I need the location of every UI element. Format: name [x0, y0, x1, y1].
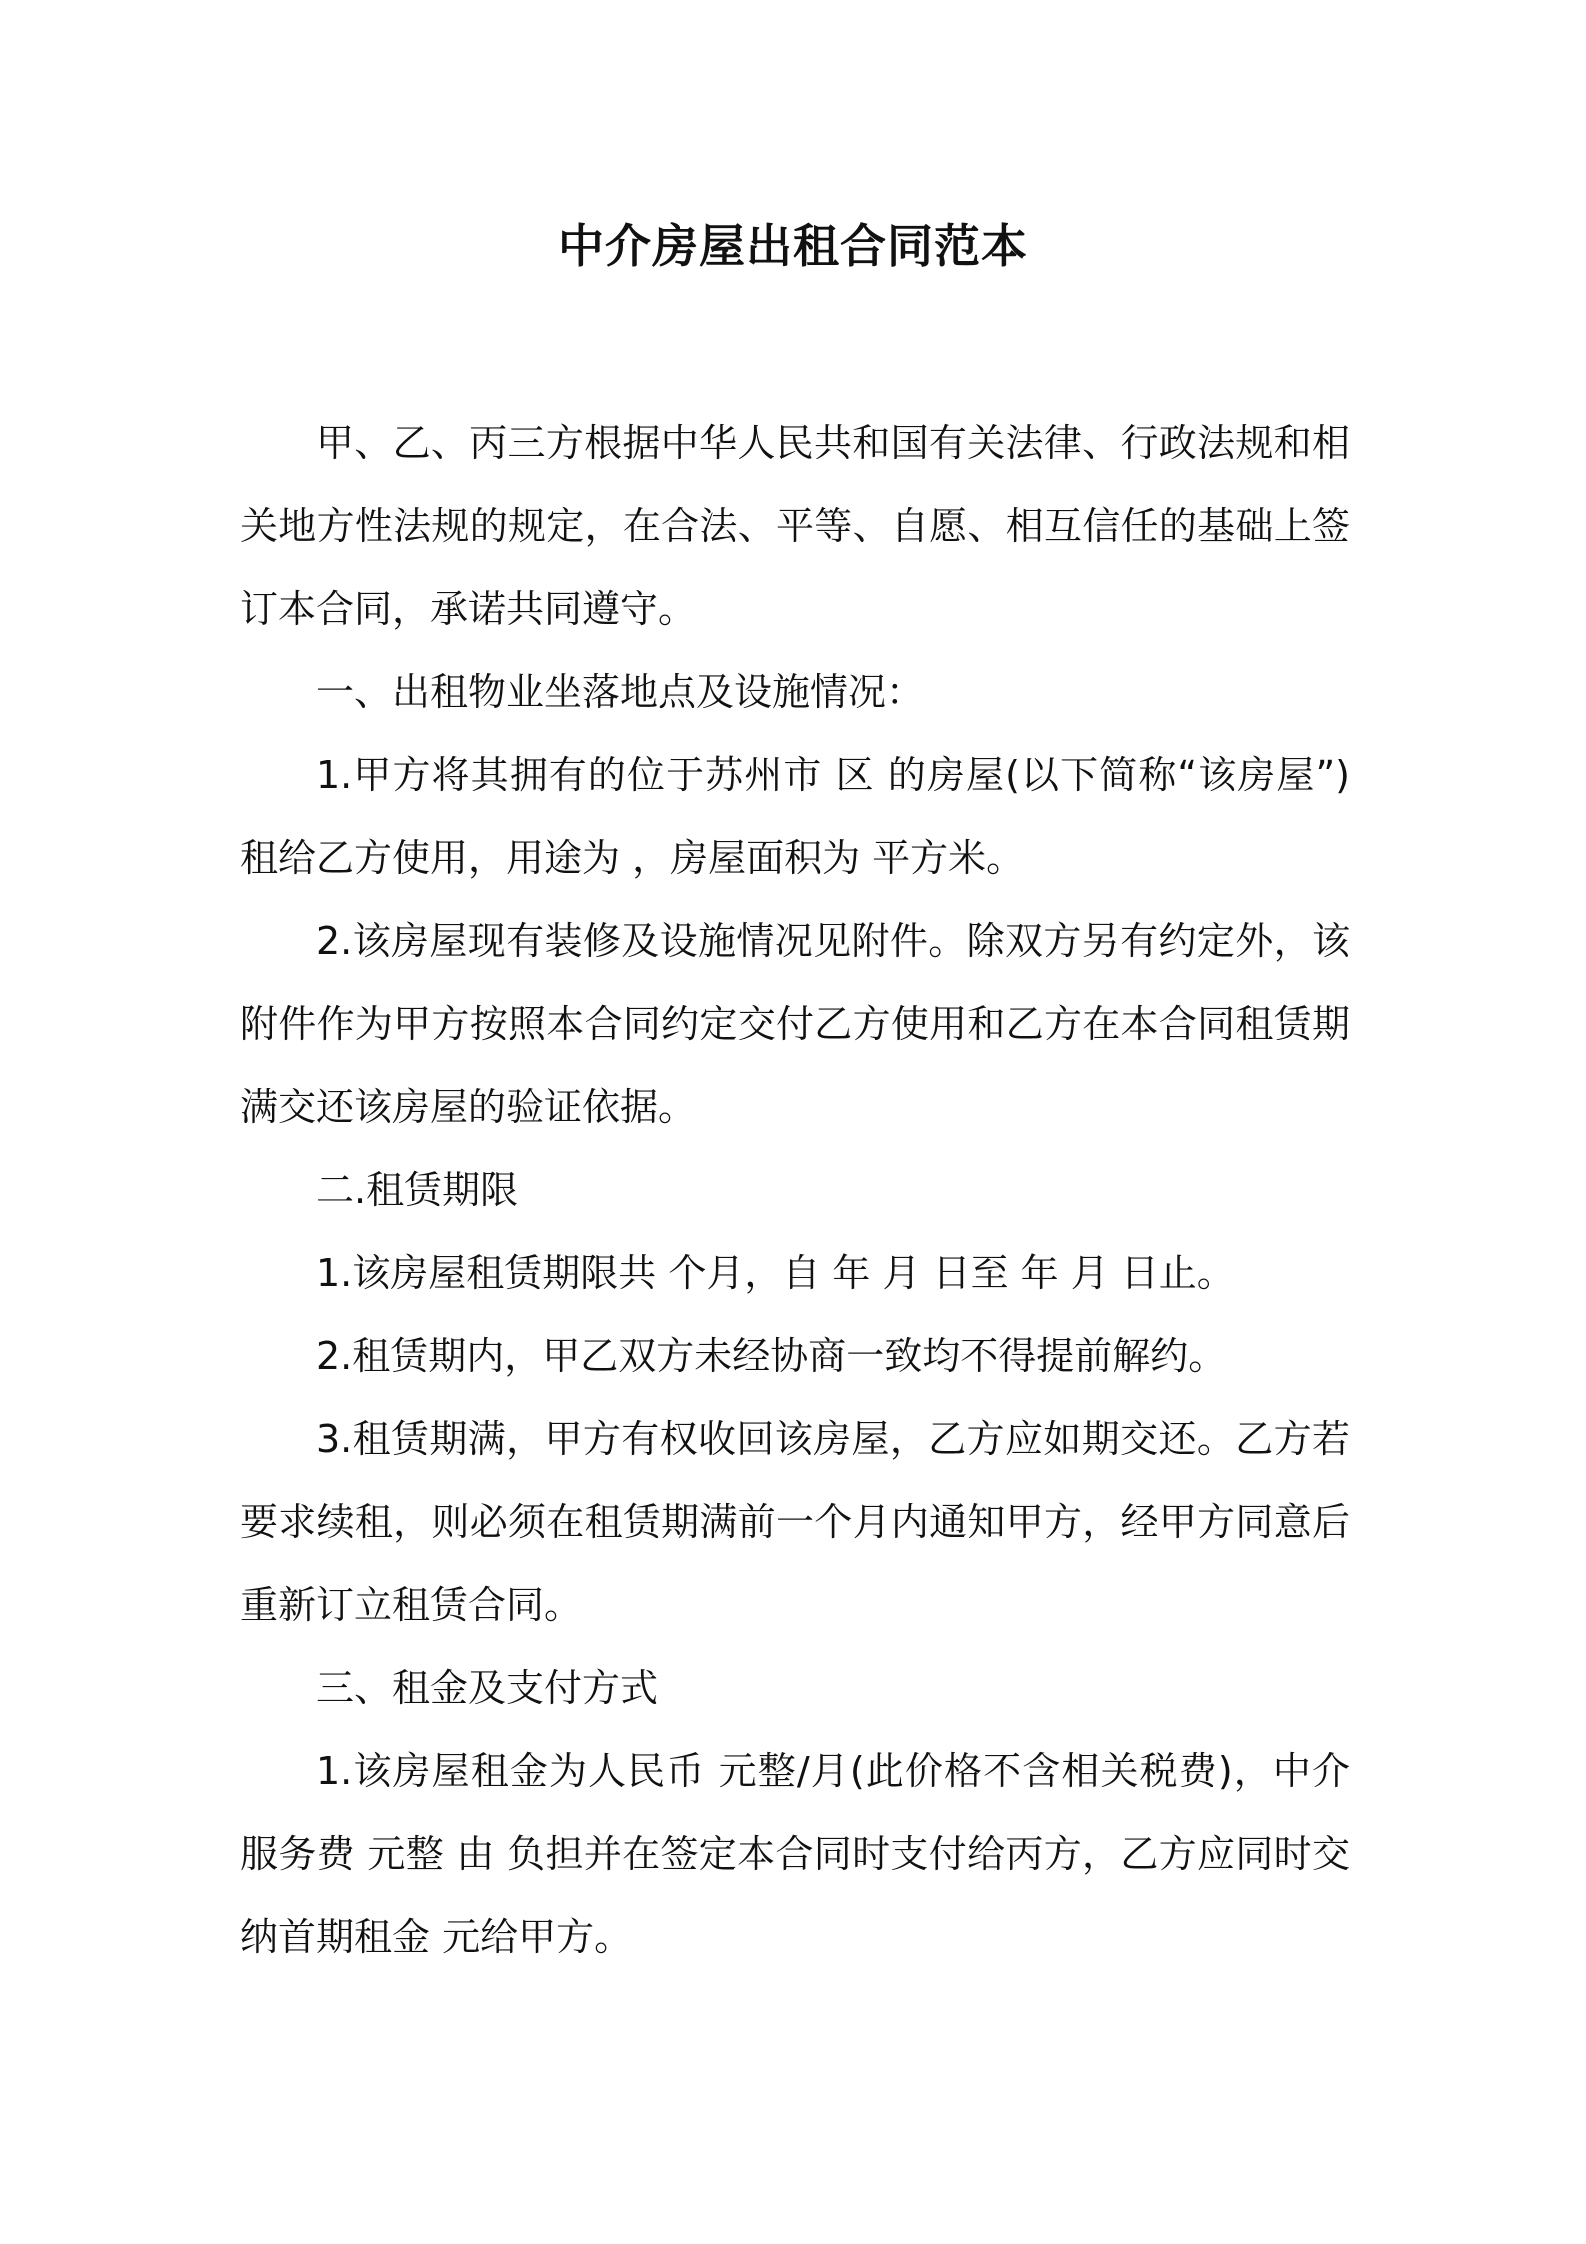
clause-2-2: 2.租赁期内，甲乙双方未经协商一致均不得提前解约。: [316, 1334, 1227, 1378]
clause-1-2: 2.该房屋现有装修及设施情况见附件。除双方另有约定外，该附件作为甲方按照本合同约定交付乙方使用和乙方在本合同租赁期满交还该房屋的验证依据。: [240, 919, 1350, 1129]
section-heading-3: 三、租金及支付方式: [316, 1666, 659, 1710]
clause-1-1: 1.甲方将其拥有的位于苏州市 区 的房屋(以下简称“该房屋”)租给乙方使用，用途为 ，房屋面积为 平方米。: [240, 753, 1350, 880]
section-heading-2: 二.租赁期限: [316, 1168, 519, 1212]
document-body: [240, 402, 1350, 1979]
intro-paragraph: 甲、乙、丙三方根据中华人民共和国有关法律、行政法规和相关地方性法规的规定，在合法、平等、自愿、相互信任的基础上签订本合同，承诺共同遵守。: [240, 421, 1350, 631]
document-title: 中介房屋出租合同范本: [558, 219, 1028, 273]
clause-2-1: 1.该房屋租赁期限共 个月，自 年 月 日至 年 月 日止。: [316, 1251, 1235, 1295]
clause-2-3: 3.租赁期满，甲方有权收回该房屋，乙方应如期交还。乙方若要求续租，则必须在租赁期满前一个月内通知甲方，经甲方同意后重新订立租赁合同。: [240, 1417, 1350, 1627]
section-heading-1: 一、出租物业坐落地点及设施情况：: [316, 670, 925, 714]
clause-3-1: 1.该房屋租金为人民币 元整/月(此价格不含相关税费)，中介服务费 元整 由 负担并在签定本合同时支付给丙方，乙方应同时交纳首期租金 元给甲方。: [240, 1749, 1350, 1959]
